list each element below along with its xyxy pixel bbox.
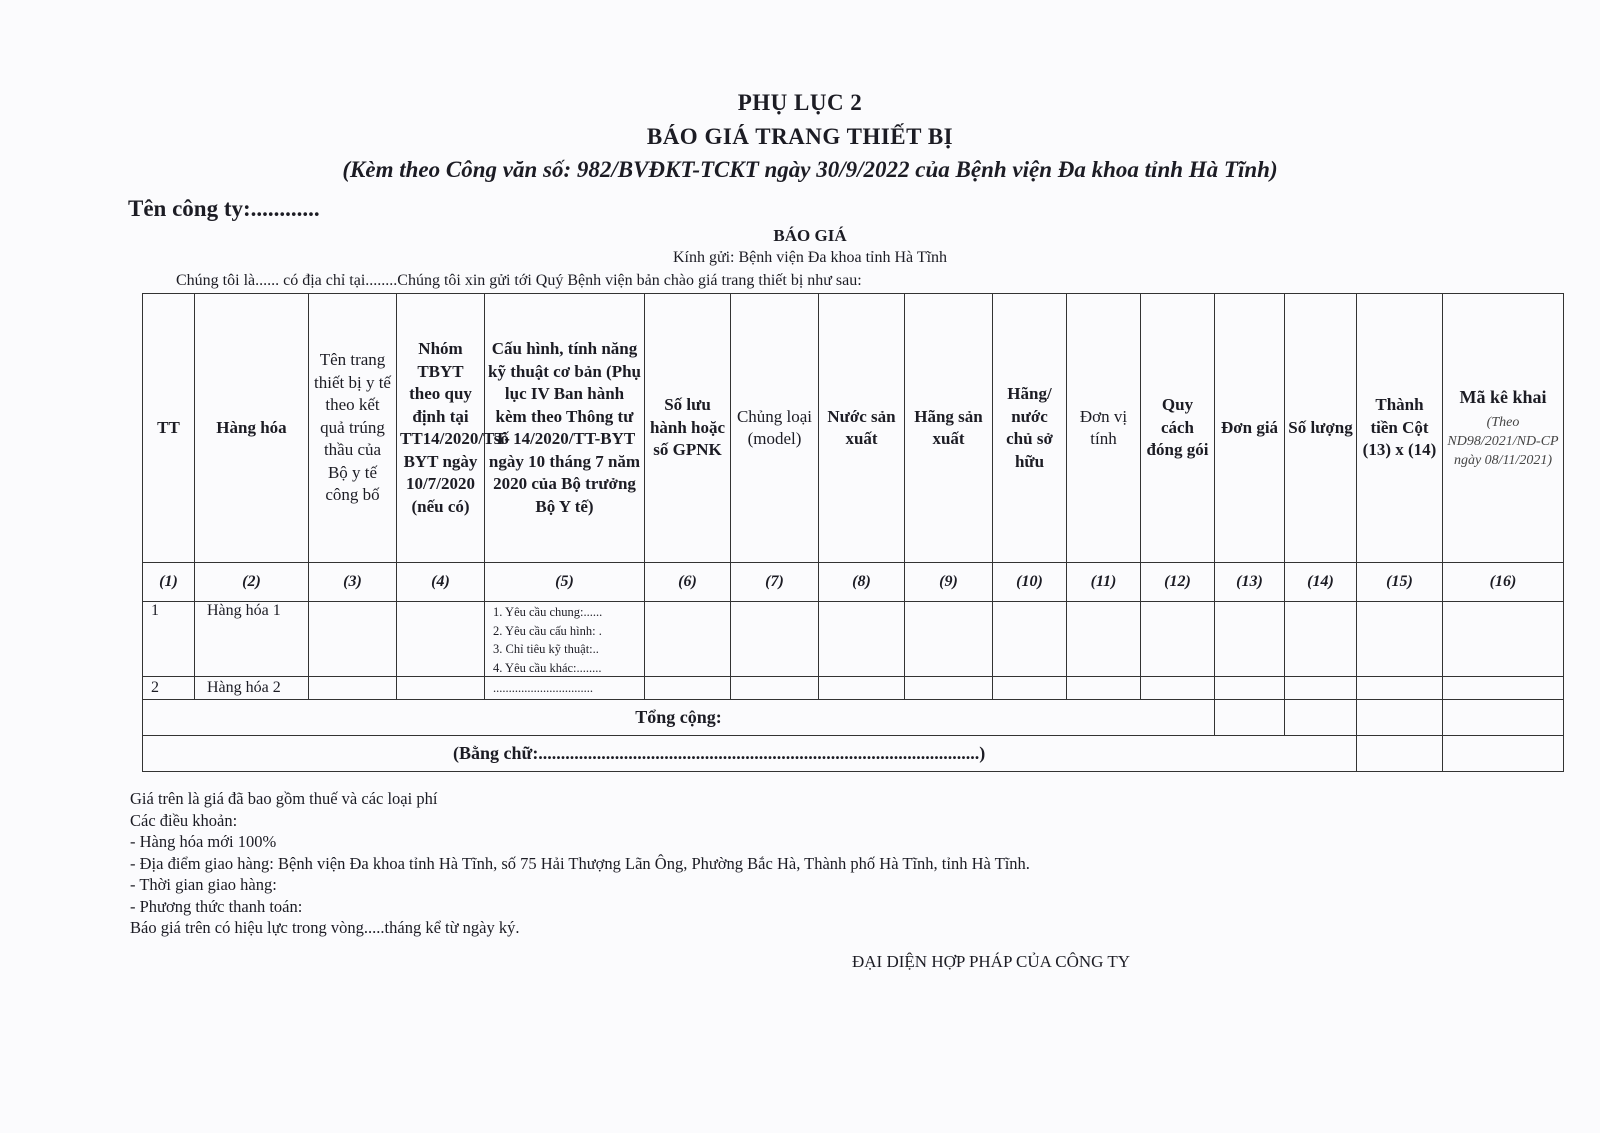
empty-cell <box>309 677 397 700</box>
header-cell: Hãng/ nước chủ sở hữu <box>993 294 1067 563</box>
quote-title: BÁO GIÁ <box>773 226 847 245</box>
table-row <box>143 677 1564 700</box>
empty-cell <box>1285 602 1357 677</box>
terms-section <box>130 788 1030 939</box>
requirement-line: 4. Yêu cầu khác:........ <box>493 660 602 675</box>
in-words-label: (Bằng chữ:..................................................................................................) <box>143 736 1357 772</box>
requirement-line: 1. Yêu cầu chung:...... <box>493 605 603 619</box>
requirement-placeholder: ................................ <box>493 680 593 695</box>
column-number: (4) <box>397 563 485 602</box>
empty-cell <box>1141 602 1215 677</box>
empty-cell <box>1067 677 1141 700</box>
empty-cell <box>1215 677 1285 700</box>
legal-representative-label: ĐẠI DIỆN HỢP PHÁP CỦA CÔNG TY <box>852 952 1131 971</box>
empty-cell <box>1443 677 1564 700</box>
header-cell <box>1443 294 1564 563</box>
header-cell: Số lưu hành hoặc số GPNK <box>645 294 731 563</box>
header-cell: Hãng sản xuất <box>905 294 993 563</box>
header-cell-label: Mã kê khai <box>1459 387 1547 408</box>
row-number: 1 <box>143 602 195 677</box>
column-number: (16) <box>1443 563 1564 602</box>
header-cell: Tên trang thiết bị y tế theo kết quả trúng thầu của Bộ y tế công bố <box>309 294 397 563</box>
column-number-row <box>143 563 1564 602</box>
empty-cell <box>1357 677 1443 700</box>
note-line: Giá trên là giá đã bao gồm thuế và các loại phí <box>130 789 438 808</box>
document-subtitle: (Kèm theo Công văn số: 982/BVĐKT-TCKT ngày 30/9/2022 của Bệnh viện Đa khoa tỉnh Hà Tĩnh) <box>342 157 1278 182</box>
empty-cell <box>731 677 819 700</box>
total-row <box>143 700 1564 736</box>
header-cell: Đơn vị tính <box>1067 294 1141 563</box>
column-number: (2) <box>195 563 309 602</box>
note-line: Các điều khoản: <box>130 810 238 830</box>
appendix-title: PHỤ LỤC 2 <box>737 90 863 115</box>
empty-cell <box>1443 736 1564 772</box>
column-number: (13) <box>1215 563 1285 602</box>
row-item: Hàng hóa 1 <box>195 602 309 677</box>
quote-intro: Chúng tôi là...... có địa chỉ tại........Chúng tôi xin gửi tới Quý Bệnh viện bản chào giá trang thiết bị như sau: <box>176 272 862 289</box>
column-number: (12) <box>1141 563 1215 602</box>
requirement-line: 3. Chỉ tiêu kỹ thuật:.. <box>493 642 599 656</box>
empty-cell <box>1443 700 1564 736</box>
empty-cell <box>1141 677 1215 700</box>
requirements-cell <box>485 677 645 700</box>
header-cell: Thành tiền Cột (13) x (14) <box>1357 294 1443 563</box>
column-number: (5) <box>485 563 645 602</box>
note-line: - Thời gian giao hàng: <box>130 875 277 894</box>
empty-cell <box>1285 677 1357 700</box>
header-cell: Nước sản xuất <box>819 294 905 563</box>
company-name-label: Tên công ty:............ <box>128 196 320 221</box>
total-label: Tổng cộng: <box>143 700 1215 736</box>
note-line: - Địa điểm giao hàng: Bệnh viện Đa khoa tỉnh Hà Tĩnh, số 75 Hải Thượng Lãn Ông, Phường Bắc Hà, Thành phố Hà Tĩnh, tỉnh Hà Tĩnh. <box>130 853 1030 873</box>
empty-cell <box>819 677 905 700</box>
empty-cell <box>645 602 731 677</box>
column-number: (14) <box>1285 563 1357 602</box>
row-item: Hàng hóa 2 <box>195 677 309 700</box>
empty-cell <box>993 602 1067 677</box>
document-title: BÁO GIÁ TRANG THIẾT BỊ <box>646 124 954 149</box>
empty-cell <box>1443 602 1564 677</box>
note-line: - Hàng hóa mới 100% <box>130 832 277 851</box>
header-cell-note: (Theo ND98/2021/ND-CP ngày 08/11/2021) <box>1447 414 1559 468</box>
column-number: (1) <box>143 563 195 602</box>
requirement-line: 2. Yêu cầu cấu hình: . <box>493 623 602 638</box>
row-number: 2 <box>143 677 195 700</box>
column-number: (6) <box>645 563 731 602</box>
empty-cell <box>731 602 819 677</box>
empty-cell <box>1357 736 1443 772</box>
column-number: (9) <box>905 563 993 602</box>
empty-cell <box>819 602 905 677</box>
column-number: (11) <box>1067 563 1141 602</box>
table-row <box>143 602 1564 677</box>
note-line: - Phương thức thanh toán: <box>130 896 303 916</box>
header-cell: Quy cách đóng gói <box>1141 294 1215 563</box>
column-number: (10) <box>993 563 1067 602</box>
empty-cell <box>993 677 1067 700</box>
column-number: (8) <box>819 563 905 602</box>
in-words-row <box>143 736 1564 772</box>
header-cell: Nhóm TBYT theo quy định tại TT14/2020/TT-BYT ngày 10/7/2020 (nếu có) <box>397 294 485 563</box>
empty-cell <box>905 677 993 700</box>
note-line: Báo giá trên có hiệu lực trong vòng.....tháng kể từ ngày ký. <box>130 918 520 937</box>
empty-cell <box>309 602 397 677</box>
table-header-row <box>143 294 1564 563</box>
header-cell: Đơn giá <box>1215 294 1285 563</box>
empty-cell <box>1215 602 1285 677</box>
empty-cell <box>397 602 485 677</box>
empty-cell <box>1215 700 1285 736</box>
empty-cell <box>1285 700 1357 736</box>
header-cell: Số lượng <box>1285 294 1357 563</box>
column-number: (7) <box>731 563 819 602</box>
total-amount-cell <box>1357 700 1443 736</box>
column-number: (3) <box>309 563 397 602</box>
empty-cell <box>1357 602 1443 677</box>
empty-cell <box>645 677 731 700</box>
empty-cell <box>905 602 993 677</box>
empty-cell <box>397 677 485 700</box>
header-cell: TT <box>143 294 195 563</box>
empty-cell <box>1067 602 1141 677</box>
quote-addressee: Kính gửi: Bệnh viện Đa khoa tỉnh Hà Tĩnh <box>672 249 948 266</box>
column-number: (15) <box>1357 563 1443 602</box>
requirements-cell <box>485 602 645 677</box>
header-cell: Cấu hình, tính năng kỹ thuật cơ bản (Phụ lục IV Ban hành kèm theo Thông tư số 14/2020/TT-BYT ngày 10 tháng 7 năm 2020 của Bộ trưởng Bộ Y tế) <box>485 294 645 563</box>
header-cell: Chủng loại (model) <box>731 294 819 563</box>
quote-table <box>142 293 1564 772</box>
header-cell: Hàng hóa <box>195 294 309 563</box>
